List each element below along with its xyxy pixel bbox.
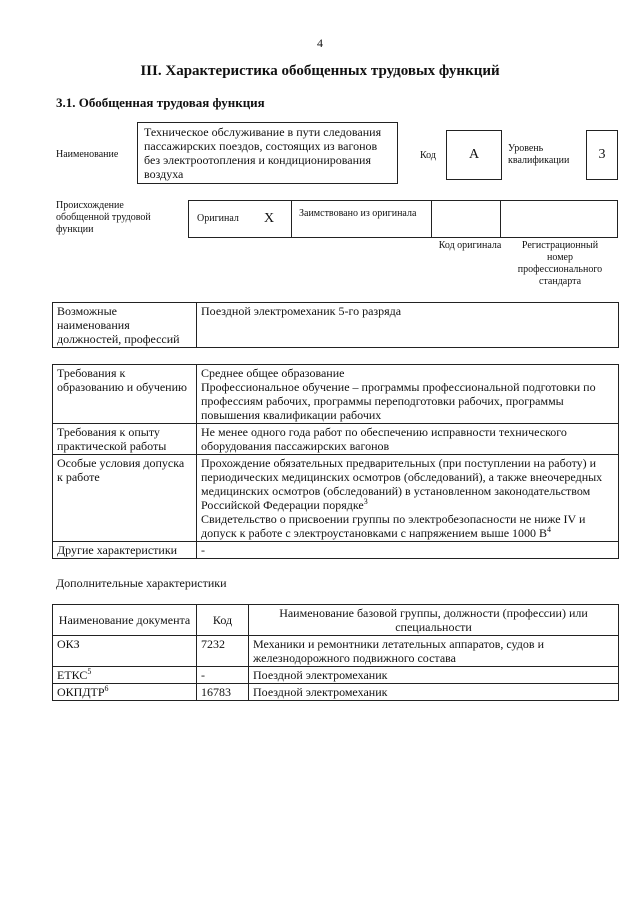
row-doc	[53, 636, 197, 667]
table-row	[53, 455, 619, 542]
special-conditions-value	[197, 455, 619, 542]
doc-text: ЕТКС	[57, 668, 88, 682]
education-line-2: Профессиональное обучение – программы профессиональной подготовки по профессиям рабочих, программы переподготовки рабочих, программы повышения квалификации рабочих	[201, 380, 596, 422]
row-doc	[53, 667, 197, 684]
code-original-caption: Код оригинала	[438, 240, 502, 251]
table-row	[53, 365, 619, 424]
positions-table	[52, 302, 619, 348]
row-code: 7232	[197, 636, 249, 667]
registration-number-caption: Регистрационный номер профессионального стандарта	[517, 240, 603, 287]
header-name: Наименование базовой группы, должности (профессии) или специальности	[249, 605, 619, 636]
row-code: -	[197, 667, 249, 684]
level-label: Уровень квалификации	[508, 143, 570, 166]
table-row	[53, 684, 619, 701]
electrosafety-text: Свидетельство о присвоении группы по электробезопасности не ниже IV и допуск к работе с электроустановками с напряжением выше 1000 В	[201, 512, 586, 540]
doc-text: ОКПДТР	[57, 685, 105, 699]
level-value-box	[586, 130, 618, 180]
education-line-1: Среднее общее образование	[201, 366, 345, 380]
origin-label: Происхождение обобщенной трудовой функции	[56, 200, 151, 235]
header-document: Наименование документа	[53, 605, 197, 636]
row-name: Механики и ремонтники летательных аппаратов, судов и железнодорожного подвижного состава	[249, 636, 619, 667]
origin-original-cell	[189, 201, 292, 237]
footnote-ref: 3	[363, 497, 368, 506]
medical-text: Прохождение обязательных предварительных (при поступлении на работу) и периодических медицинских осмотров (обследований), а также внеочередных медицинских осмотров (обследований) в установленном законодательством Российской Федерации порядке	[201, 456, 603, 512]
additional-table	[52, 604, 619, 701]
positions-label: Возможные наименования должностей, профессий	[53, 303, 197, 348]
name-label: Наименование	[56, 149, 119, 160]
code-label: Код	[420, 150, 436, 161]
special-conditions-line-2	[201, 512, 614, 540]
row-name: Поездной электромеханик	[249, 684, 619, 701]
origin-box	[188, 200, 618, 238]
table-row	[53, 303, 619, 348]
table-row	[53, 542, 619, 559]
code-value: А	[468, 147, 480, 162]
other-value: -	[197, 542, 619, 559]
table-row	[53, 636, 619, 667]
table-header-row	[53, 605, 619, 636]
row-name: Поездной электромеханик	[249, 667, 619, 684]
table-row	[53, 667, 619, 684]
footnote-ref: 6	[104, 684, 109, 693]
code-value-box	[446, 130, 502, 180]
doc-text: ОКЗ	[57, 637, 80, 651]
page-number: 4	[317, 36, 323, 50]
footnote-ref: 4	[547, 525, 552, 534]
function-name-value: Техническое обслуживание в пути следования пассажирских поездов, состоящих из вагонов без электроотопления и кондиционирования воздуха	[144, 125, 382, 181]
row-doc	[53, 684, 197, 701]
footnote-ref: 5	[87, 667, 92, 676]
subsection-title: 3.1. Обобщенная трудовая функция	[56, 95, 265, 110]
borrowed-label: Заимствовано из оригинала	[299, 208, 417, 219]
level-value: 3	[598, 147, 606, 162]
education-value	[197, 365, 619, 424]
origin-code-cell	[431, 201, 501, 237]
other-label: Другие характеристики	[53, 542, 197, 559]
additional-title: Дополнительные характеристики	[56, 576, 227, 590]
row-code: 16783	[197, 684, 249, 701]
special-conditions-line-1	[201, 456, 614, 512]
header-code: Код	[197, 605, 249, 636]
original-mark: X	[264, 211, 275, 226]
education-label: Требования к образованию и обучению	[53, 365, 197, 424]
original-label: Оригинал	[197, 213, 239, 224]
table-row	[53, 424, 619, 455]
section-title: III. Характеристика обобщенных трудовых функций	[140, 63, 500, 79]
experience-value: Не менее одного года работ по обеспечению исправности технического оборудования пассажирских вагонов	[197, 424, 619, 455]
experience-label: Требования к опыту практической работы	[53, 424, 197, 455]
function-name-box	[137, 122, 398, 184]
requirements-table	[52, 364, 619, 559]
positions-value: Поездной электромеханик 5-го разряда	[197, 303, 619, 348]
special-conditions-label: Особые условия допуска к работе	[53, 455, 197, 542]
